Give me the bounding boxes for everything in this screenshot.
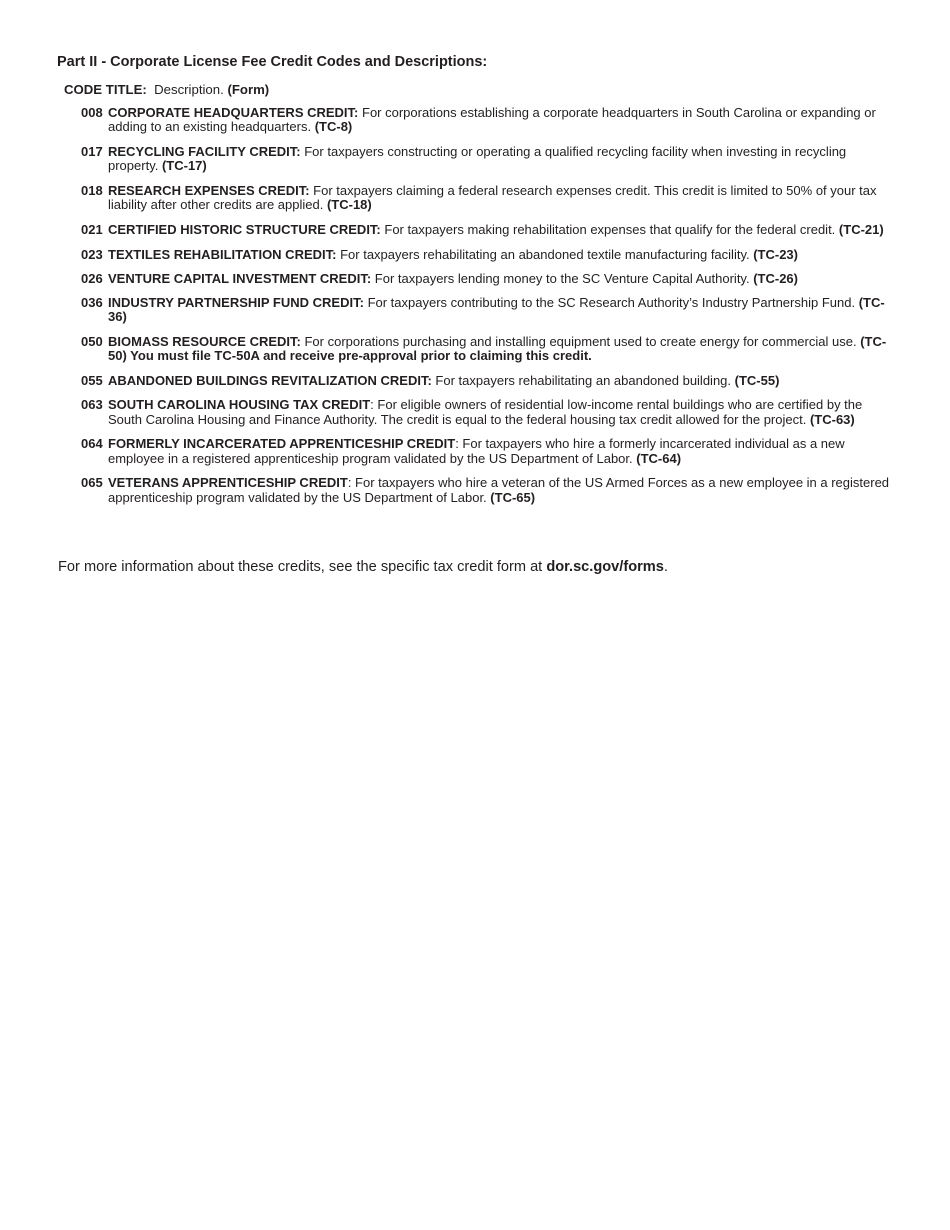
credit-entry-050 [81, 335, 891, 363]
credit-form: (TC-64) [636, 450, 682, 466]
footer-suffix: . [663, 559, 668, 575]
credit-form: (TC-8) [314, 119, 353, 135]
credit-body [108, 335, 891, 363]
legend-description: Description. [154, 82, 224, 97]
credit-body [108, 145, 891, 173]
credit-description: For taxpayers claiming a federal research expenses credit. This credit is limited to 50% of your tax liability after other credits are applied. [108, 183, 877, 213]
credit-entry-021 [81, 223, 891, 237]
legend-code-title: CODE TITLE: [64, 82, 147, 97]
credit-code: 026 [81, 271, 103, 286]
credit-entry-064 [81, 437, 891, 465]
credit-code: 023 [81, 246, 103, 262]
credit-entry-065 [81, 476, 891, 504]
footer-link[interactable]: dor.sc.gov/forms [546, 559, 664, 575]
credit-code: 018 [81, 183, 103, 198]
credit-title: BIOMASS RESOURCE CREDIT: [108, 334, 301, 350]
credit-entry-018 [81, 184, 891, 212]
credit-code: 008 [81, 105, 103, 120]
credit-form: (TC-21) [838, 222, 884, 237]
credit-description: For taxpayers rehabilitating an abandoned building. [435, 373, 732, 389]
credit-description: For taxpayers rehabilitating an abandoned textile manufacturing facility. [340, 246, 750, 262]
credit-title: TEXTILES REHABILITATION CREDIT: [108, 246, 337, 262]
credit-description: For taxpayers contributing to the SC Research Authority’s Industry Partnership Fund. [367, 295, 856, 311]
credit-form: (TC-17) [161, 158, 207, 174]
credit-body [108, 296, 891, 324]
credit-code: 064 [81, 436, 103, 452]
legend [64, 82, 269, 97]
credit-form: (TC-55) [734, 373, 780, 389]
credit-form: (TC-65) [490, 489, 536, 505]
credit-entry-008 [81, 106, 891, 134]
credit-code: 017 [81, 144, 103, 159]
credit-body [108, 398, 891, 426]
footer-note [58, 559, 668, 575]
page-title: Part II - Corporate License Fee Credit Codes and Descriptions: [57, 54, 488, 70]
footer-text: For more information about these credits, see the specific tax credit form at [58, 559, 543, 575]
credit-body [108, 374, 891, 388]
credit-code: 065 [81, 475, 103, 491]
credit-title: VETERANS APPRENTICESHIP CREDIT [108, 475, 348, 491]
credit-form: (TC-26) [753, 271, 798, 286]
credit-description: : For taxpayers who hire a formerly incarcerated individual as a new employee in a registered apprenticeship program validated by the US Department of Labor. [108, 436, 845, 466]
credit-code: 055 [81, 373, 103, 389]
credit-code: 063 [81, 397, 103, 413]
credit-title: CORPORATE HEADQUARTERS CREDIT: [108, 105, 359, 120]
credit-title: RESEARCH EXPENSES CREDIT: [108, 183, 310, 198]
credit-form: (TC-36) [108, 295, 885, 325]
credit-title: ABANDONED BUILDINGS REVITALIZATION CREDIT: [108, 373, 432, 389]
credit-form: (TC-18) [326, 197, 372, 213]
credit-body [108, 184, 891, 212]
credit-code: 050 [81, 334, 103, 350]
credit-title: INDUSTRY PARTNERSHIP FUND CREDIT: [108, 295, 364, 311]
credit-description: : For taxpayers who hire a veteran of the US Armed Forces as a new employee in a registered apprenticeship program validated by the US Department of Labor. [108, 475, 890, 505]
credit-title: RECYCLING FACILITY CREDIT: [108, 144, 301, 159]
credit-description: For corporations purchasing and installing equipment used to create energy for commercial use. [304, 334, 857, 350]
legend-form: (Form) [227, 82, 270, 97]
credit-entry-055 [81, 374, 891, 388]
credit-title: SOUTH CAROLINA HOUSING TAX CREDIT [108, 397, 371, 413]
credit-description: For taxpayers lending money to the SC Venture Capital Authority. [374, 271, 750, 286]
credit-body [108, 476, 891, 504]
credit-title: VENTURE CAPITAL INVESTMENT CREDIT: [108, 271, 372, 286]
credit-form: (TC-63) [809, 411, 855, 427]
credit-body [108, 223, 891, 237]
credit-entry-026 [81, 272, 891, 286]
credit-description: For taxpayers making rehabilitation expenses that qualify for the federal credit. [384, 222, 836, 237]
credit-entry-036 [81, 296, 891, 324]
credit-code: 036 [81, 295, 103, 311]
credit-description: For taxpayers constructing or operating a qualified recycling facility when investing in recycling property. [108, 144, 847, 174]
credit-title: CERTIFIED HISTORIC STRUCTURE CREDIT: [108, 222, 381, 237]
credit-description: For corporations establishing a corporate headquarters in South Carolina or expanding or adding to an existing headquarters. [108, 105, 876, 135]
credit-body [108, 106, 891, 134]
credit-body [108, 248, 891, 262]
credit-body [108, 437, 891, 465]
credit-code: 021 [81, 222, 103, 237]
credit-body [108, 272, 891, 286]
credit-description: : For eligible owners of residential low-income rental buildings who are certified by the South Carolina Housing and Finance Authority. The credit is equal to the federal housing tax credit allowed for the project. [108, 397, 863, 427]
credit-form: (TC-23) [753, 246, 798, 262]
credit-entry-017 [81, 145, 891, 173]
credit-form: (TC-50) You must file TC-50A and receive pre-approval prior to claiming this credit. [108, 334, 887, 364]
credit-entry-023 [81, 248, 891, 262]
credit-list [81, 106, 891, 515]
credit-title: FORMERLY INCARCERATED APPRENTICESHIP CREDIT [108, 436, 456, 452]
credit-entry-063 [81, 398, 891, 426]
